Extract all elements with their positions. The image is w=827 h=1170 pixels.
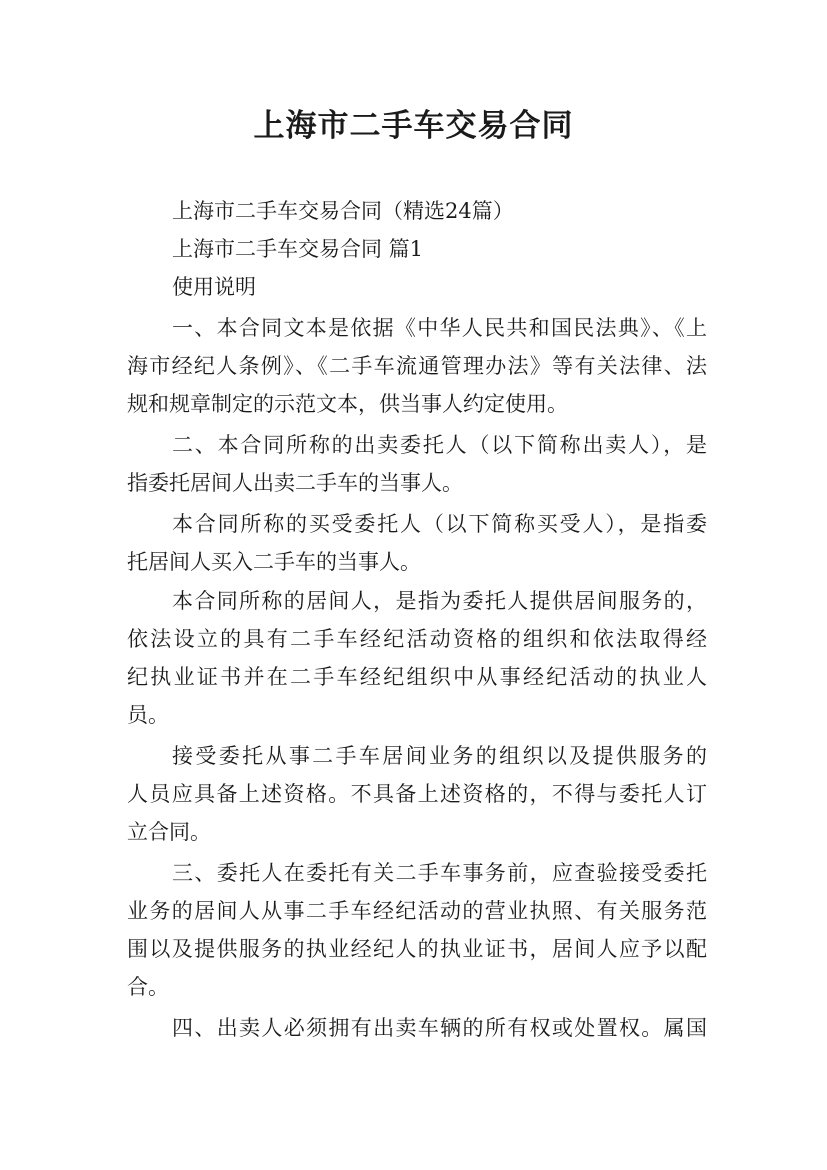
paragraph-line: 业务的居间人从事二手车经纪活动的营业执照、有关服务范 [127,899,707,923]
paragraph-line: 员。 [127,703,169,727]
paragraph-line: 本合同所称的居间人，是指为委托人提供居间服务的， [172,589,707,613]
paragraph-line: 依法设立的具有二手车经纪活动资格的组织和依法取得经 [127,627,707,651]
paragraph-line: 托居间人买入二手车的当事人。 [127,550,421,574]
paragraph-line: 接受委托从事二手车居间业务的组织以及提供服务的 [172,744,707,768]
doc-section-heading: 上海市二手车交易合同 篇1 [172,237,424,261]
document-title: 上海市二手车交易合同 [253,108,574,144]
paragraph-line: 围以及提供服务的执业经纪人的执业证书，居间人应予以配 [127,937,707,961]
paragraph-line: 二、本合同所称的出卖委托人（以下简称出卖人），是 [172,433,707,457]
paragraph-line: 海市经纪人条例》、《二手车流通管理办法》等有关法律、法 [127,354,707,378]
paragraph-line: 规和规章制定的示范文本，供当事人约定使用。 [127,392,568,416]
paragraph-line: 立合同。 [127,820,211,844]
paragraph-line: 指委托居间人出卖二手车的当事人。 [127,471,463,495]
paragraph-line: 三、委托人在委托有关二手车事务前，应查验接受委托 [172,861,707,885]
paragraph-line: 纪执业证书并在二手车经纪组织中从事经纪活动的执业人 [127,665,707,689]
doc-usage-heading: 使用说明 [172,275,256,299]
paragraph-line: 本合同所称的买受委托人（以下简称买受人），是指委 [172,512,707,536]
paragraph-line: 一、本合同文本是依据《中华人民共和国民法典》、《上 [172,316,707,340]
doc-subtitle: 上海市二手车交易合同（精选24篇） [172,199,514,223]
paragraph-line: 四、出卖人必须拥有出卖车辆的所有权或处置权。属国 [172,1016,707,1040]
paragraph-line: 合。 [127,975,169,999]
paragraph-line: 人员应具备上述资格。不具备上述资格的，不得与委托人订 [127,782,707,806]
